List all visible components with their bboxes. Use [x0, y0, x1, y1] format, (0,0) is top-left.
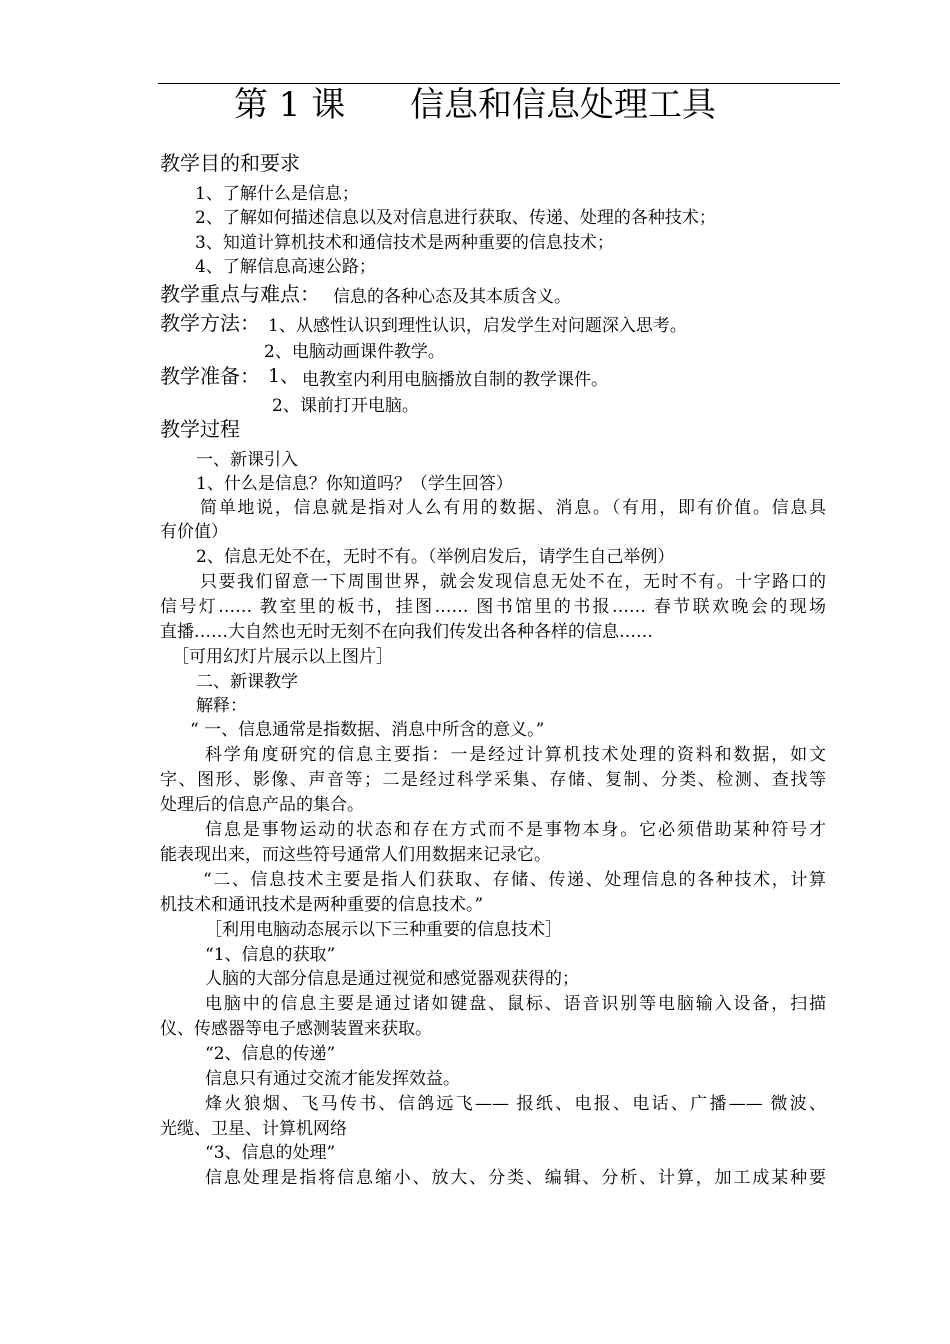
- paragraph-3-line-2: 字、图形、影像、声音等；二是经过科学采集、存储、复制、分类、检测、查找等: [160, 770, 826, 790]
- subsection-2-heading: “2、信息的传递”: [205, 1044, 336, 1064]
- process-heading: 教学过程: [160, 417, 240, 441]
- subsection-1-paragraph-2-line-1: 电脑中的信息主要是通过诸如键盘、鼠标、语音识别等电脑输入设备，扫描: [205, 994, 826, 1014]
- paragraph-4-line-1: 信息是事物运动的状态和存在方式而不是事物本身。它必须借助某种符号才: [205, 820, 826, 840]
- question-1: 1、什么是信息？你知道吗？（学生回答）: [196, 474, 513, 494]
- prep-item-1: 电教室内利用电脑播放自制的教学课件。: [302, 370, 608, 390]
- goal-item-3: 3、知道计算机技术和通信技术是两种重要的信息技术；: [195, 233, 614, 253]
- paragraph-2-line-3: 直播……大自然也无时无刻不在向我们传发出各种各样的信息……: [160, 622, 653, 642]
- section-1-heading: 一、新课引入: [196, 450, 298, 470]
- quote-1: “ 一、信息通常是指数据、消息中所含的意义。”: [190, 720, 545, 740]
- paragraph-3-line-3: 处理后的信息产品的集合。: [160, 795, 364, 815]
- subsection-3-heading: “3、信息的处理”: [205, 1143, 336, 1163]
- goal-item-1: 1、了解什么是信息；: [195, 184, 359, 204]
- paragraph-4-line-2: 能表现出来，而这些符号通常人们用数据来记录它。: [160, 845, 551, 865]
- paragraph-2-line-1: 只要我们留意一下周围世界，就会发现信息无处不在，无时不有。十字路口的: [200, 572, 826, 592]
- subsection-3-paragraph-1: 信息处理是指将信息缩小、放大、分类、编辑、分析、计算，加工成某种要: [205, 1168, 826, 1188]
- question-2: 2、信息无处不在，无时不有。（举例启发后，请学生自己举例）: [196, 547, 675, 567]
- goals-heading: 教学目的和要求: [160, 151, 300, 175]
- keypoints-text: 信息的各种心态及其本质含义。: [333, 287, 571, 307]
- paragraph-1-line-1: 简单地说，信息就是指对人么有用的数据、消息。（有用，即有价值。信息具: [200, 498, 826, 518]
- subsection-2-paragraph-2-line-1: 烽火狼烟、飞马传书、信鸽远飞—— 报纸、电报、电话、广播—— 微波、: [205, 1094, 826, 1114]
- subsection-1-paragraph-1: 人脑的大部分信息是通过视觉和感觉器观获得的；: [205, 969, 579, 989]
- prep-item-1-number: 1、: [268, 365, 300, 387]
- subsection-2-paragraph-1: 信息只有通过交流才能发挥效益。: [205, 1069, 460, 1089]
- page-title: 第 1 课 信息和信息处理工具: [233, 85, 717, 125]
- keypoints-label: 教学重点与难点：: [160, 282, 320, 306]
- explain-label: 解释：: [196, 696, 247, 716]
- goal-item-2: 2、了解如何描述信息以及对信息进行获取、传递、处理的各种技术；: [195, 208, 716, 228]
- section-2-heading: 二、新课教学: [196, 672, 298, 692]
- prep-item-2: 2、课前打开电脑。: [272, 396, 419, 416]
- subsection-2-paragraph-2-line-2: 光缆、卫星、计算机网络: [160, 1119, 347, 1139]
- prep-label: 教学准备：: [160, 364, 260, 388]
- quote-2-line-2: 机技术和通讯技术是两种重要的信息技术。”: [160, 895, 484, 915]
- subsection-1-paragraph-2-line-2: 仪、传感器等电子感测装置来获取。: [160, 1019, 432, 1039]
- quote-2-line-1: “二、信息技术主要是指人们获取、存储、传递、处理信息的各种技术，计算: [203, 870, 826, 890]
- method-item-2: 2、电脑动画课件教学。: [264, 342, 445, 362]
- goal-item-4: 4、了解信息高速公路；: [195, 257, 376, 277]
- method-label: 教学方法：: [160, 311, 260, 335]
- note-animation: ［利用电脑动态展示以下三种重要的信息技术］: [205, 920, 562, 940]
- subsection-1-heading: “1、信息的获取”: [205, 945, 336, 965]
- paragraph-1-line-2: 有价值）: [160, 522, 228, 542]
- note-slides: ［可用幻灯片展示以上图片］: [172, 647, 393, 667]
- paragraph-2-line-2: 信号灯…… 教室里的板书，挂图…… 图书馆里的书报…… 春节联欢晚会的现场: [160, 597, 826, 617]
- method-item-1: 1、从感性认识到理性认识，启发学生对问题深入思考。: [268, 316, 687, 336]
- paragraph-3-line-1: 科学角度研究的信息主要指：一是经过计算机技术处理的资料和数据，如文: [205, 745, 826, 765]
